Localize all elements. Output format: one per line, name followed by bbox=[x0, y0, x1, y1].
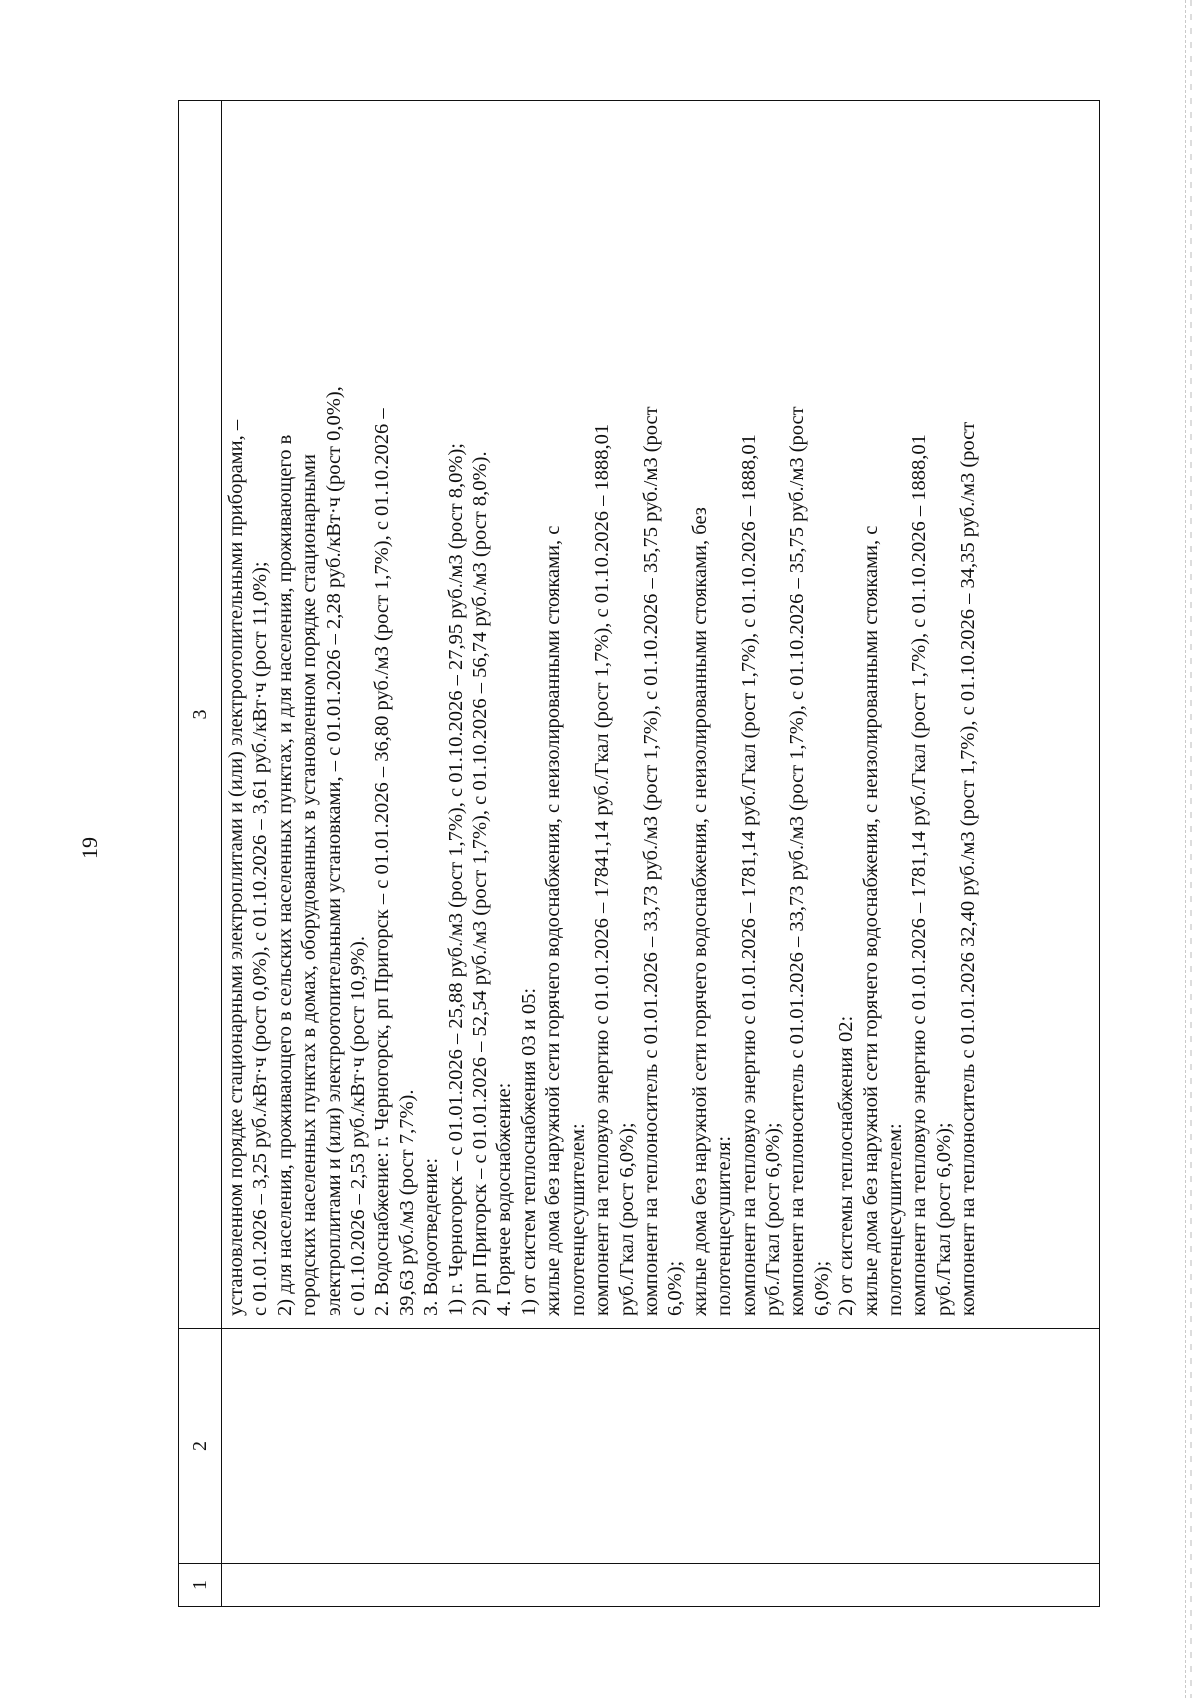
header-col-2: 2 bbox=[179, 1328, 222, 1563]
text-line: электроплитами и (или) электроотопительными установками, – с 01.01.2026 – 2,28 руб./кВт·ч (рост 0,0%), bbox=[322, 386, 345, 1316]
text-line: компонент на теплоноситель с 01.01.2026 – 33,73 руб./м3 (рост 1,7%), с 01.10.2026 – 35,75 руб./м3 (рост bbox=[639, 406, 662, 1316]
tariff-table-grid bbox=[178, 100, 1100, 1607]
text-line: полотенцесушителем: bbox=[883, 1123, 906, 1316]
text-line: установленном порядке стационарными электроплитами и (или) электроотопительными приборами, – bbox=[225, 419, 247, 1316]
body-col-2 bbox=[222, 1328, 1099, 1563]
text-line: компонент на тепловую энергию с 01.01.2026 – 17841,14 руб./Гкал (рост 1,7%), с 01.10.2026 – 1888,01 bbox=[591, 423, 614, 1316]
text-line: 4. Горячее водоснабжение: bbox=[493, 1082, 516, 1316]
text-line: 2) от системы теплоснабжения 02: bbox=[835, 1015, 858, 1316]
text-line: 1) от систем теплоснабжения 03 и 05: bbox=[517, 987, 540, 1316]
text-line: руб./Гкал (рост 6,0%); bbox=[761, 1122, 784, 1316]
header-col-3: 3 bbox=[179, 101, 222, 1328]
text-line: руб./Гкал (рост 6,0%); bbox=[932, 1122, 955, 1316]
text-line: 2) рп Пригорск – с 01.01.2026 – 52,54 руб./м3 (рост 1,7%), с 01.10.2026 – 56,74 руб./м3 (рост 8,0%). bbox=[469, 451, 492, 1316]
text-line: компонент на теплоноситель с 01.01.2026 – 33,73 руб./м3 (рост 1,7%), с 01.10.2026 – 35,75 руб./м3 (рост bbox=[786, 406, 809, 1316]
scan-edge-artifact-dots bbox=[1190, 0, 1192, 1698]
text-line: 39,63 руб./м3 (рост 7,7%). bbox=[395, 1089, 418, 1316]
text-line: компонент на тепловую энергию с 01.01.2026 – 1781,14 руб./Гкал (рост 1,7%), с 01.10.2026 – 1888,01 bbox=[737, 434, 760, 1316]
text-line: жилые дома без наружной сети горячего водоснабжения, с неизолированными стояками, с bbox=[859, 525, 882, 1316]
text-line: 2. Водоснабжение: г. Черногорск, рп Пригорск – с 01.01.2026 – 36,80 руб./м3 (рост 1,7%), с 01.10.2026 – bbox=[371, 408, 394, 1316]
text-line: 1) г. Черногорск – с 01.01.2026 – 25,88 руб./м3 (рост 1,7%), с 01.10.2026 – 27,95 руб./м3 (рост 8,0%); bbox=[444, 442, 467, 1316]
text-line: 3. Водоотведение: bbox=[420, 1157, 443, 1316]
page-number: 19 bbox=[77, 837, 102, 859]
text-line: полотенцесушителя: bbox=[713, 1135, 736, 1316]
scan-edge-artifact bbox=[1185, 0, 1200, 1698]
body-col-3-text bbox=[222, 101, 1099, 1328]
header-col-1: 1 bbox=[179, 1563, 222, 1606]
body-col-1 bbox=[222, 1563, 1099, 1606]
text-line: жилые дома без наружной сети горячего водоснабжения, с неизолированными стояками, с bbox=[542, 525, 565, 1316]
text-line: полотенцесушителем: bbox=[566, 1123, 589, 1316]
text-line: 2) для населения, проживающего в сельских населенных пунктах, и для населения, проживающего в bbox=[273, 434, 296, 1316]
text-line: с 01.01.2026 – 3,25 руб./кВт·ч (рост 0,0%), с 01.10.2026 – 3,61 руб./кВт·ч (рост 11,0%); bbox=[249, 561, 272, 1316]
text-line: компонент на теплоноситель с 01.01.2026 32,40 руб./м3 (рост 1,7%), с 01.10.2026 – 34,35 руб./м3 (рост bbox=[957, 421, 980, 1316]
text-line: жилые дома без наружной сети горячего водоснабжения, с неизолированными стояками, без bbox=[688, 507, 711, 1316]
tariff-table bbox=[178, 100, 1100, 1607]
text-line: компонент на тепловую энергию с 01.01.2026 – 1781,14 руб./Гкал (рост 1,7%), с 01.10.2026 – 1888,01 bbox=[908, 434, 931, 1316]
text-line: с 01.10.2026 – 2,53 руб./кВт·ч (рост 10,9%). bbox=[347, 936, 370, 1316]
text-line: городских населенных пунктах в домах, оборудованных в установленном порядке стационарными bbox=[298, 454, 321, 1316]
text-line: руб./Гкал (рост 6,0%); bbox=[615, 1122, 638, 1316]
text-line: 6,0%); bbox=[810, 1260, 833, 1316]
text-line: 6,0%); bbox=[664, 1260, 687, 1316]
